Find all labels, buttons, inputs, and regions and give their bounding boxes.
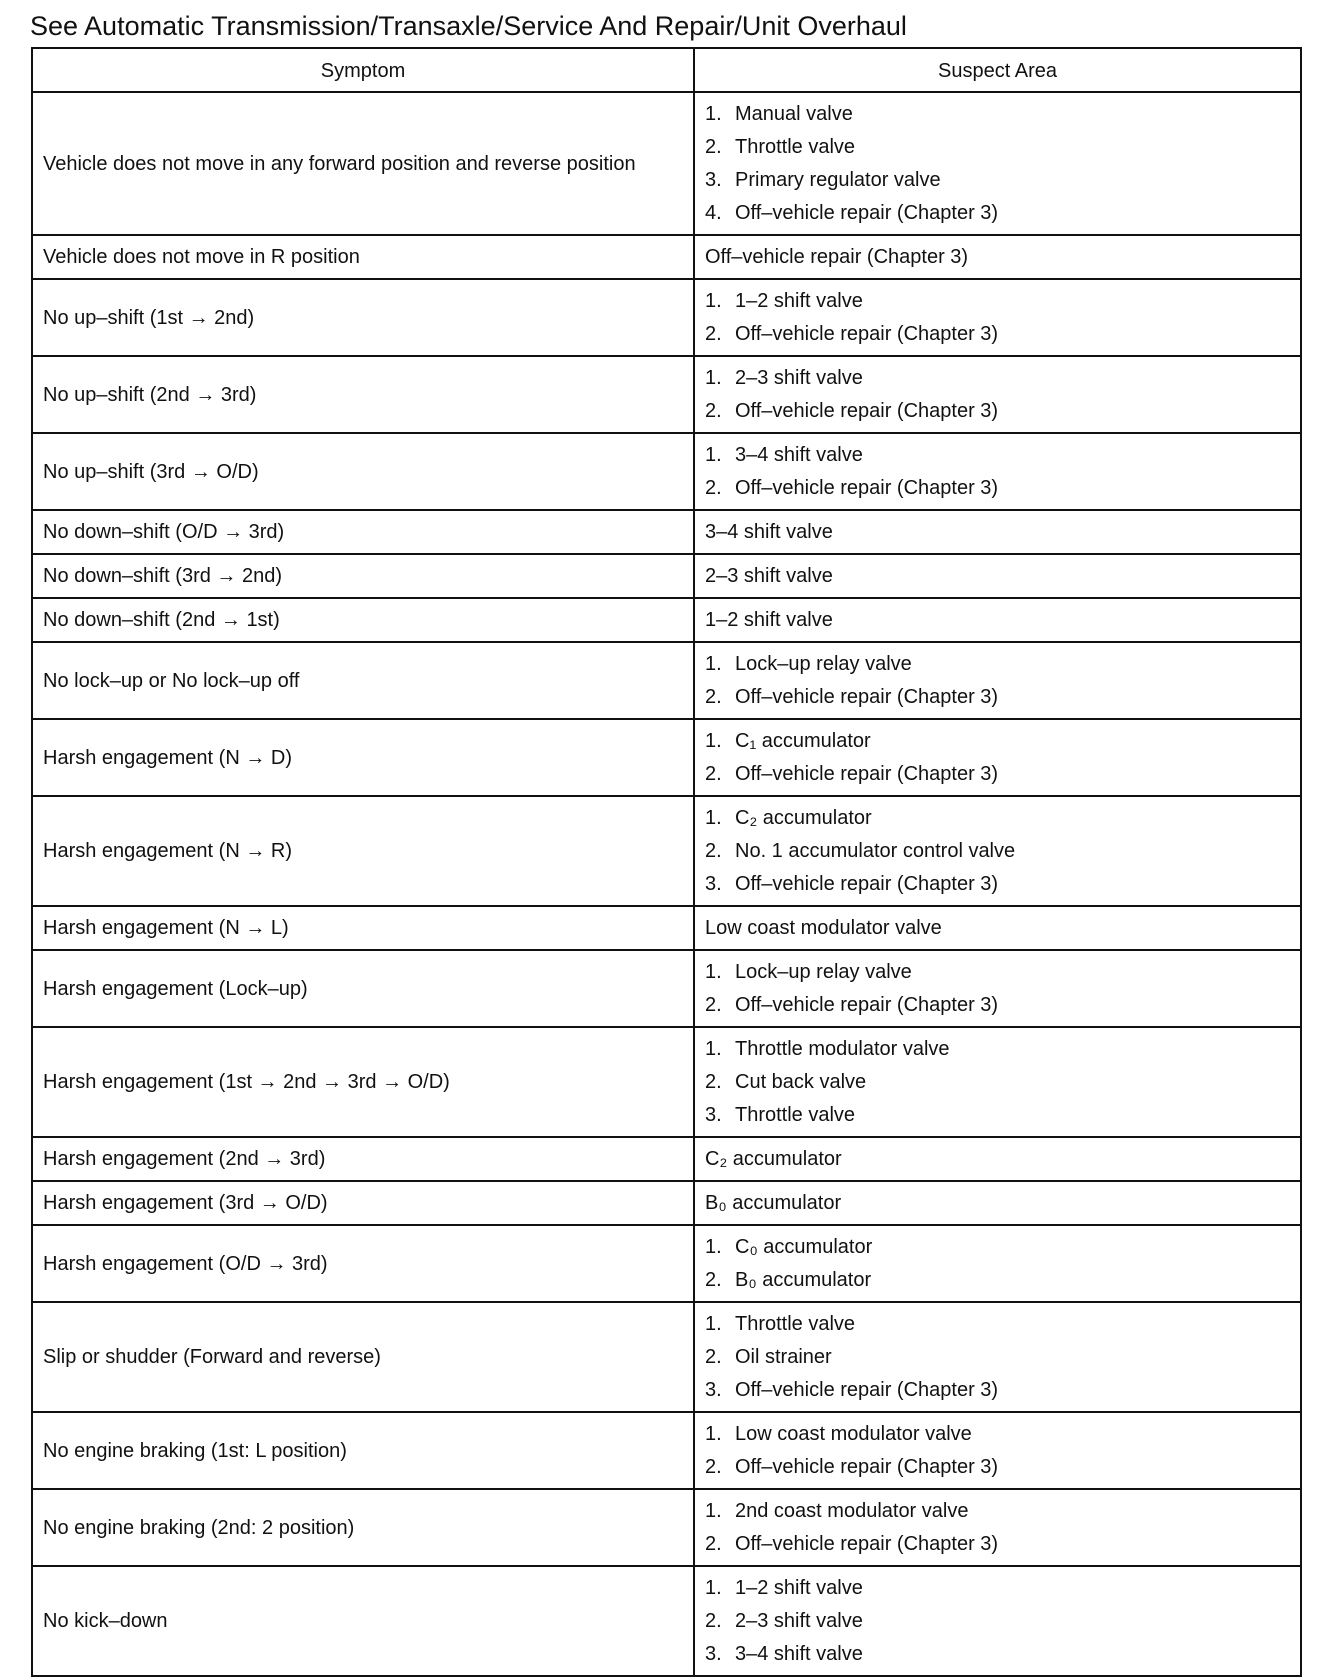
table-row (32, 1489, 1301, 1566)
suspect-number: 3. (705, 169, 722, 191)
symptom-text: No up–shift (3rd → O/D) (43, 460, 259, 483)
table-row (32, 554, 1301, 598)
suspect-item (705, 1066, 1290, 1099)
suspect-text: C₀ accumulator (735, 1236, 873, 1258)
suspect-number: 1. (705, 730, 722, 752)
suspect-number: 2. (705, 136, 722, 158)
suspect-text: Cut back valve (735, 1071, 867, 1093)
suspect-item: Low coast modulator valve (705, 917, 942, 939)
symptom-text: Harsh engagement (Lock–up) (43, 977, 308, 1000)
table-row (32, 433, 1301, 510)
symptom-text: Harsh engagement (3rd → O/D) (43, 1192, 328, 1214)
suspect-item (705, 164, 1290, 197)
suspect-item: 2–3 shift valve (705, 565, 833, 587)
suspect-number: 1. (705, 1577, 722, 1599)
suspect-area-cell (694, 279, 1301, 356)
symptom-text: Harsh engagement (2nd → 3rd) (43, 1148, 326, 1170)
suspect-list (705, 1231, 1290, 1297)
suspect-number: 3. (705, 1379, 722, 1401)
symptom-cell (32, 642, 694, 719)
table-row (32, 906, 1301, 950)
symptom-text: Harsh engagement (N → D) (43, 746, 292, 769)
suspect-list (705, 1495, 1290, 1561)
suspect-item (705, 1231, 1290, 1264)
suspect-area-cell (694, 796, 1301, 906)
table-row (32, 279, 1301, 356)
suspect-item (705, 439, 1290, 472)
suspect-area-cell (694, 1225, 1301, 1302)
suspect-number: 2. (705, 1071, 722, 1093)
page-title: See Automatic Transmission/Transaxle/Service And Repair/Unit Overhaul (30, 11, 907, 41)
suspect-item (705, 1605, 1290, 1638)
suspect-number: 1. (705, 961, 722, 983)
suspect-item: C₂ accumulator (705, 1148, 842, 1170)
suspect-item (705, 1495, 1290, 1528)
suspect-item (705, 285, 1290, 318)
symptom-cell (32, 510, 694, 554)
suspect-text: Off–vehicle repair (Chapter 3) (735, 323, 999, 345)
suspect-list (705, 439, 1290, 505)
suspect-item (705, 835, 1290, 868)
suspect-text: Oil strainer (735, 1346, 832, 1368)
suspect-text: Off–vehicle repair (Chapter 3) (735, 686, 999, 708)
symptom-cell (32, 1225, 694, 1302)
suspect-item (705, 725, 1290, 758)
suspect-area-cell (694, 1412, 1301, 1489)
suspect-item (705, 98, 1290, 131)
symptom-cell (32, 1566, 694, 1676)
suspect-item: 1–2 shift valve (705, 609, 833, 631)
symptom-text: No down–shift (O/D → 3rd) (43, 521, 285, 543)
suspect-text: Off–vehicle repair (Chapter 3) (735, 1379, 999, 1401)
suspect-number: 2. (705, 1269, 722, 1291)
suspect-item (705, 989, 1290, 1022)
table-row (32, 719, 1301, 796)
suspect-area-cell (694, 906, 1301, 950)
suspect-item: 3–4 shift valve (705, 521, 833, 543)
suspect-number: 2. (705, 840, 722, 862)
table-row (32, 1302, 1301, 1412)
suspect-item (705, 395, 1290, 428)
table-row (32, 1181, 1301, 1225)
suspect-number: 1. (705, 1500, 722, 1522)
table-row (32, 1027, 1301, 1137)
suspect-number: 3. (705, 873, 722, 895)
table-row (32, 642, 1301, 719)
suspect-item (705, 1572, 1290, 1605)
table-row (32, 1225, 1301, 1302)
symptom-cell (32, 1302, 694, 1412)
symptom-text: Harsh engagement (1st → 2nd → 3rd → O/D) (43, 1071, 450, 1093)
suspect-text: Lock–up relay valve (735, 961, 912, 983)
symptom-cell (32, 906, 694, 950)
suspect-item (705, 758, 1290, 791)
suspect-text: Off–vehicle repair (Chapter 3) (735, 994, 999, 1016)
suspect-number: 3. (705, 1643, 722, 1665)
suspect-list (705, 362, 1290, 428)
suspect-item (705, 472, 1290, 505)
suspect-area-cell (694, 433, 1301, 510)
suspect-number: 2. (705, 400, 722, 422)
suspect-list (705, 725, 1290, 791)
header-suspect-area: Suspect Area (694, 48, 1301, 92)
suspect-number: 2. (705, 763, 722, 785)
suspect-text: 2–3 shift valve (735, 1610, 863, 1632)
suspect-text: 3–4 shift valve (735, 1643, 863, 1665)
table-row (32, 92, 1301, 235)
suspect-area-cell (694, 92, 1301, 235)
suspect-area-cell (694, 642, 1301, 719)
symptom-cell (32, 1412, 694, 1489)
suspect-text: Off–vehicle repair (Chapter 3) (735, 202, 999, 224)
symptom-text: No up–shift (1st → 2nd) (43, 306, 255, 329)
suspect-text: Manual valve (735, 103, 853, 125)
suspect-text: Throttle valve (735, 1313, 856, 1335)
symptom-text: No down–shift (3rd → 2nd) (43, 565, 283, 587)
symptom-cell (32, 1181, 694, 1225)
suspect-item (705, 802, 1290, 835)
table-row (32, 950, 1301, 1027)
suspect-number: 1. (705, 807, 722, 829)
table-row (32, 598, 1301, 642)
suspect-area-cell (694, 1181, 1301, 1225)
suspect-list (705, 648, 1290, 714)
suspect-area-cell (694, 235, 1301, 279)
table-row (32, 796, 1301, 906)
suspect-item (705, 648, 1290, 681)
table-row (32, 1412, 1301, 1489)
suspect-text: Off–vehicle repair (Chapter 3) (735, 873, 999, 895)
suspect-number: 1. (705, 1236, 722, 1258)
suspect-number: 2. (705, 323, 722, 345)
symptom-text: No engine braking (1st: L position) (43, 1439, 347, 1462)
suspect-text: Throttle valve (735, 1104, 856, 1126)
symptom-text: Harsh engagement (N → L) (43, 917, 289, 939)
suspect-item (705, 197, 1290, 230)
header-symptom: Symptom (32, 48, 694, 92)
suspect-area-cell (694, 554, 1301, 598)
symptom-cell (32, 796, 694, 906)
suspect-text: 3–4 shift valve (735, 444, 863, 466)
table-body (32, 92, 1301, 1676)
suspect-area-cell (694, 598, 1301, 642)
suspect-item: B₀ accumulator (705, 1192, 842, 1214)
suspect-number: 1. (705, 290, 722, 312)
table-row (32, 1137, 1301, 1181)
suspect-text: Primary regulator valve (735, 169, 941, 191)
suspect-number: 2. (705, 1346, 722, 1368)
suspect-number: 1. (705, 444, 722, 466)
suspect-number: 4. (705, 202, 722, 224)
suspect-text: 2nd coast modulator valve (735, 1500, 969, 1522)
suspect-item (705, 868, 1290, 901)
suspect-area-cell (694, 1566, 1301, 1676)
suspect-list (705, 802, 1290, 901)
symptom-cell (32, 950, 694, 1027)
suspect-area-cell (694, 1137, 1301, 1181)
symptom-cell (32, 1137, 694, 1181)
suspect-text: No. 1 accumulator control valve (735, 840, 1016, 862)
suspect-text: C₂ accumulator (735, 807, 872, 829)
suspect-number: 2. (705, 477, 722, 499)
suspect-list (705, 1033, 1290, 1132)
suspect-item (705, 1033, 1290, 1066)
suspect-area-cell (694, 1302, 1301, 1412)
suspect-number: 1. (705, 653, 722, 675)
suspect-item (705, 362, 1290, 395)
table-row (32, 510, 1301, 554)
suspect-number: 1. (705, 103, 722, 125)
suspect-area-cell (694, 950, 1301, 1027)
suspect-text: Lock–up relay valve (735, 653, 912, 675)
table-row (32, 356, 1301, 433)
suspect-item (705, 1341, 1290, 1374)
suspect-number: 2. (705, 994, 722, 1016)
table-row (32, 235, 1301, 279)
suspect-text: 1–2 shift valve (735, 290, 863, 312)
symptom-table (31, 47, 1302, 1677)
symptom-text: Slip or shudder (Forward and reverse) (43, 1346, 381, 1368)
suspect-list (705, 1418, 1290, 1484)
symptom-cell (32, 92, 694, 235)
suspect-text: Off–vehicle repair (Chapter 3) (735, 1533, 999, 1555)
symptom-text: Harsh engagement (O/D → 3rd) (43, 1252, 328, 1275)
suspect-item (705, 131, 1290, 164)
symptom-cell (32, 719, 694, 796)
suspect-text: 2–3 shift valve (735, 367, 863, 389)
suspect-item (705, 1638, 1290, 1671)
suspect-area-cell (694, 1489, 1301, 1566)
symptom-cell (32, 598, 694, 642)
suspect-text: Off–vehicle repair (Chapter 3) (735, 763, 999, 785)
symptom-cell (32, 356, 694, 433)
suspect-item (705, 1374, 1290, 1407)
suspect-area-cell (694, 510, 1301, 554)
symptom-text: Harsh engagement (N → R) (43, 840, 292, 862)
symptom-cell (32, 235, 694, 279)
suspect-number: 1. (705, 1313, 722, 1335)
suspect-item (705, 1264, 1290, 1297)
suspect-item: Off–vehicle repair (Chapter 3) (705, 246, 969, 268)
suspect-text: Off–vehicle repair (Chapter 3) (735, 477, 999, 499)
symptom-text: No engine braking (2nd: 2 position) (43, 1516, 355, 1539)
symptom-text: Vehicle does not move in R position (43, 246, 360, 268)
suspect-text: Off–vehicle repair (Chapter 3) (735, 1456, 999, 1478)
suspect-text: Throttle modulator valve (735, 1038, 950, 1060)
suspect-text: Throttle valve (735, 136, 856, 158)
symptom-cell (32, 433, 694, 510)
symptom-text: No up–shift (2nd → 3rd) (43, 383, 257, 406)
suspect-area-cell (694, 719, 1301, 796)
suspect-number: 2. (705, 1610, 722, 1632)
suspect-item (705, 1451, 1290, 1484)
suspect-number: 2. (705, 686, 722, 708)
suspect-text: C₁ accumulator (735, 730, 871, 752)
suspect-item (705, 1099, 1290, 1132)
symptom-cell (32, 279, 694, 356)
suspect-text: Off–vehicle repair (Chapter 3) (735, 400, 999, 422)
suspect-item (705, 681, 1290, 714)
suspect-list (705, 98, 1290, 230)
symptom-cell (32, 554, 694, 598)
symptom-text: No kick–down (43, 1610, 168, 1632)
suspect-number: 1. (705, 367, 722, 389)
suspect-text: Low coast modulator valve (735, 1423, 972, 1445)
suspect-number: 2. (705, 1456, 722, 1478)
suspect-number: 3. (705, 1104, 722, 1126)
suspect-item (705, 318, 1290, 351)
suspect-item (705, 956, 1290, 989)
table-header-row (32, 48, 1301, 92)
symptom-cell (32, 1489, 694, 1566)
suspect-area-cell (694, 356, 1301, 433)
suspect-text: B₀ accumulator (735, 1269, 872, 1291)
symptom-text: No down–shift (2nd → 1st) (43, 609, 280, 631)
suspect-list (705, 1308, 1290, 1407)
suspect-number: 2. (705, 1533, 722, 1555)
suspect-list (705, 1572, 1290, 1671)
suspect-item (705, 1308, 1290, 1341)
suspect-number: 1. (705, 1423, 722, 1445)
suspect-list (705, 956, 1290, 1022)
suspect-item (705, 1418, 1290, 1451)
suspect-number: 1. (705, 1038, 722, 1060)
suspect-list (705, 285, 1290, 351)
suspect-text: 1–2 shift valve (735, 1577, 863, 1599)
symptom-cell (32, 1027, 694, 1137)
suspect-item (705, 1528, 1290, 1561)
symptom-text: No lock–up or No lock–up off (43, 669, 300, 692)
symptom-text: Vehicle does not move in any forward position and reverse position (43, 152, 636, 175)
table-row (32, 1566, 1301, 1676)
suspect-area-cell (694, 1027, 1301, 1137)
